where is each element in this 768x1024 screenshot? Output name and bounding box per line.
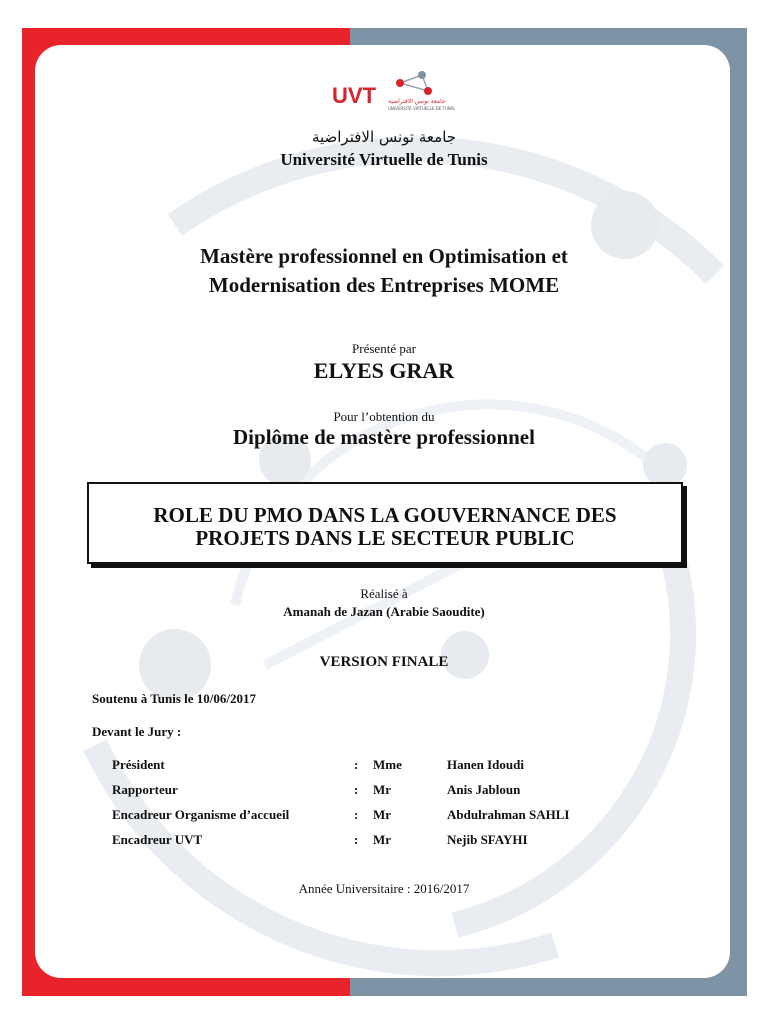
jury-colon: :: [354, 757, 359, 772]
diploma-title: Diplôme de mastère professionnel: [233, 425, 535, 449]
presented-label: Présenté par: [352, 341, 416, 356]
jury-heading: Devant le Jury :: [92, 724, 182, 739]
program-title-line1: Mastère professionnel en Optimisation et: [200, 244, 568, 268]
jury-colon: :: [354, 807, 359, 822]
academic-year: Année Universitaire : 2016/2017: [298, 881, 470, 896]
author-name: ELYES GRAR: [313, 358, 455, 383]
jury-colon: :: [354, 832, 359, 847]
jury-name: Nejib SFAYHI: [447, 832, 528, 847]
jury-name: Anis Jabloun: [447, 782, 521, 797]
program-title-line2: Modernisation des Entreprises MOME: [208, 273, 560, 297]
jury-role: Encadreur UVT: [112, 832, 203, 847]
university-name-arabic: جامعة تونس الافتراضية: [311, 128, 457, 146]
jury-name: Hanen Idoudi: [447, 757, 524, 772]
jury-role: Rapporteur: [112, 782, 178, 797]
thesis-title-line2: PROJETS DANS LE SECTEUR PUBLIC: [195, 526, 575, 550]
jury-title: Mr: [373, 807, 392, 822]
jury-title: Mr: [373, 782, 392, 797]
jury-title: Mr: [373, 832, 392, 847]
jury-role: Président: [112, 757, 165, 772]
realised-place: Amanah de Jazan (Arabie Saoudite): [283, 604, 485, 619]
realised-label: Réalisé à: [360, 586, 408, 601]
university-name: Université Virtuelle de Tunis: [280, 150, 488, 169]
diploma-label: Pour l’obtention du: [333, 409, 435, 424]
uvt-logo: [330, 65, 455, 115]
thesis-title: [89, 504, 681, 550]
logo-subtext-ar: جامعة تونس الافتراضية: [388, 98, 446, 105]
defense-date: Soutenu à Tunis le 10/06/2017: [92, 691, 256, 706]
jury-row-rapporteur: [0, 782, 768, 800]
jury-row-encadreur-organisme: [0, 807, 768, 825]
program-title: [0, 242, 768, 300]
jury-title: Mme: [373, 757, 402, 772]
jury-name: Abdulrahman SAHLI: [447, 807, 570, 822]
jury-row-encadreur-uvt: [0, 832, 768, 850]
jury-role: Encadreur Organisme d’accueil: [112, 807, 290, 822]
logo-text: UVT: [332, 83, 376, 108]
logo-subtext-fr: UNIVERSITÉ VIRTUELLE DE TUNIS: [388, 106, 455, 111]
thesis-title-line1: ROLE DU PMO DANS LA GOUVERNANCE DES: [153, 503, 617, 527]
version-label: VERSION FINALE: [319, 654, 449, 670]
jury-row-president: [0, 757, 768, 775]
thesis-title-box: [87, 482, 683, 564]
jury-colon: :: [354, 782, 359, 797]
